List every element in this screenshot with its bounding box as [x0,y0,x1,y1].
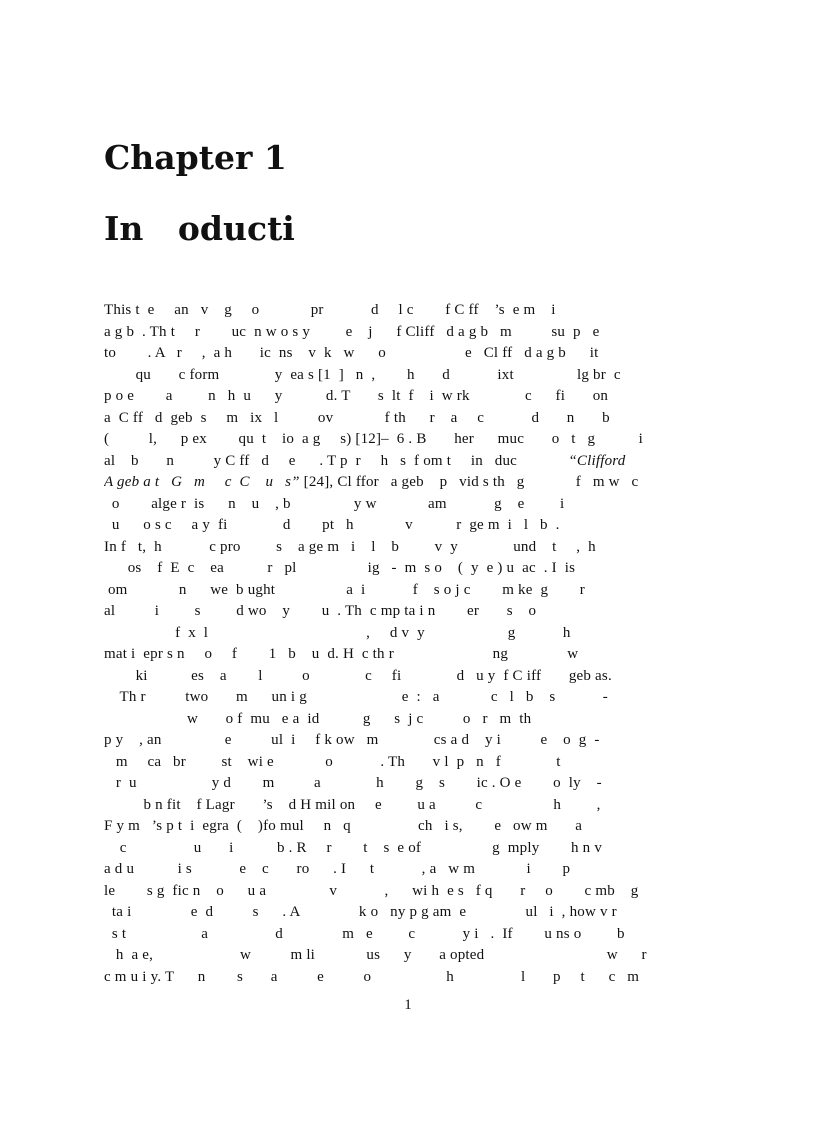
text-line: a C ff d geb s m ix l ov f th r a c d n b [104,409,610,426]
text-line: mat i epr s n o f 1 b u d. H c th r ng w [104,646,579,662]
text-line: p o e a n h u y d. T s lt f i w rk c fi on [104,388,609,404]
text-line: In f t, h c pro s a ge m i l b v y und t , h [104,538,596,555]
text-line: a d u i s e c ro . I t , a w m i p [104,861,571,877]
text-line: This t e an v g o pr d l c f C ff ’s e m i [104,302,556,318]
text-line: f x l , d v y g h [104,624,571,641]
text-line: qu c form y ea s [1 ] n , h d ixt lg br c [104,366,621,383]
text-line: to . A r , a h ic ns v k w o e Cl ff d a g b it [104,345,599,361]
body-paragraph [104,300,712,988]
text-line: m ca br st wi e o . Th v l p n f t [104,753,561,770]
text-line: u o s c a y fi d pt h v r ge m i l b . [104,517,560,533]
text-line: s t a d m e c y i . If u ns o b [104,925,625,942]
text-line: o alge r is n u , b y w am g e i [104,495,565,512]
text-line: h a e, w m li us y a opted w r [104,947,647,963]
text-line: om n we b ught a i f s o j c m ke g r [104,581,585,598]
text-line: r u y d m a h g s ic . O e o ly - [104,775,602,791]
text-line: ( l, p ex qu t io a g s) [12]– 6 . B her muc o t g i [104,431,644,447]
chapter-label: Chapter 1 [104,138,287,177]
text-line: F y m ’s p t i egra ( )fo mul n q ch i s, e ow m a [104,818,583,834]
text-line: al i s d wo y u . Th c mp ta i n er s o [104,603,537,619]
text-line: c u i b . R r t s e of g mply h n v [104,839,603,856]
text-line: ta i e d s . A k o ny p g am e ul i , how v r [104,904,617,920]
text-line: a g b . Th t r uc n w o s y e j f Cliff d a g b m su p e [104,323,600,340]
text-line: p y , an e ul i f k ow m cs a d y i e o g - [104,732,600,748]
page-number: 1 [404,997,412,1013]
text-line: ki es a l o c fi d u y f C iff geb as. [104,667,612,684]
text-line: Th r two m un i g e : a c l b s - [104,689,608,705]
text-line: os f E c ea r pl ig - m s o ( y e ) u ac . I is [104,560,576,576]
text-line: c m u i y. T n s a e o h l p t c m [104,968,640,985]
text-line: al b n y C ff d e . T p r h s f om t in duc “Clifford [104,452,626,469]
text-line: w o f mu e a id g s j c o r m th [104,710,532,727]
text-line: b n fit f Lagr ’s d H mil on e u a c h , [104,796,601,813]
text-line: le s g fic n o u a v , wi h e s f q r o c mb g [104,882,639,899]
chapter-title: In oducti [104,209,295,248]
text-line: A geb a t G m c C u s” [24], Cl ffor a geb p vid s th g f m w c [104,474,639,490]
